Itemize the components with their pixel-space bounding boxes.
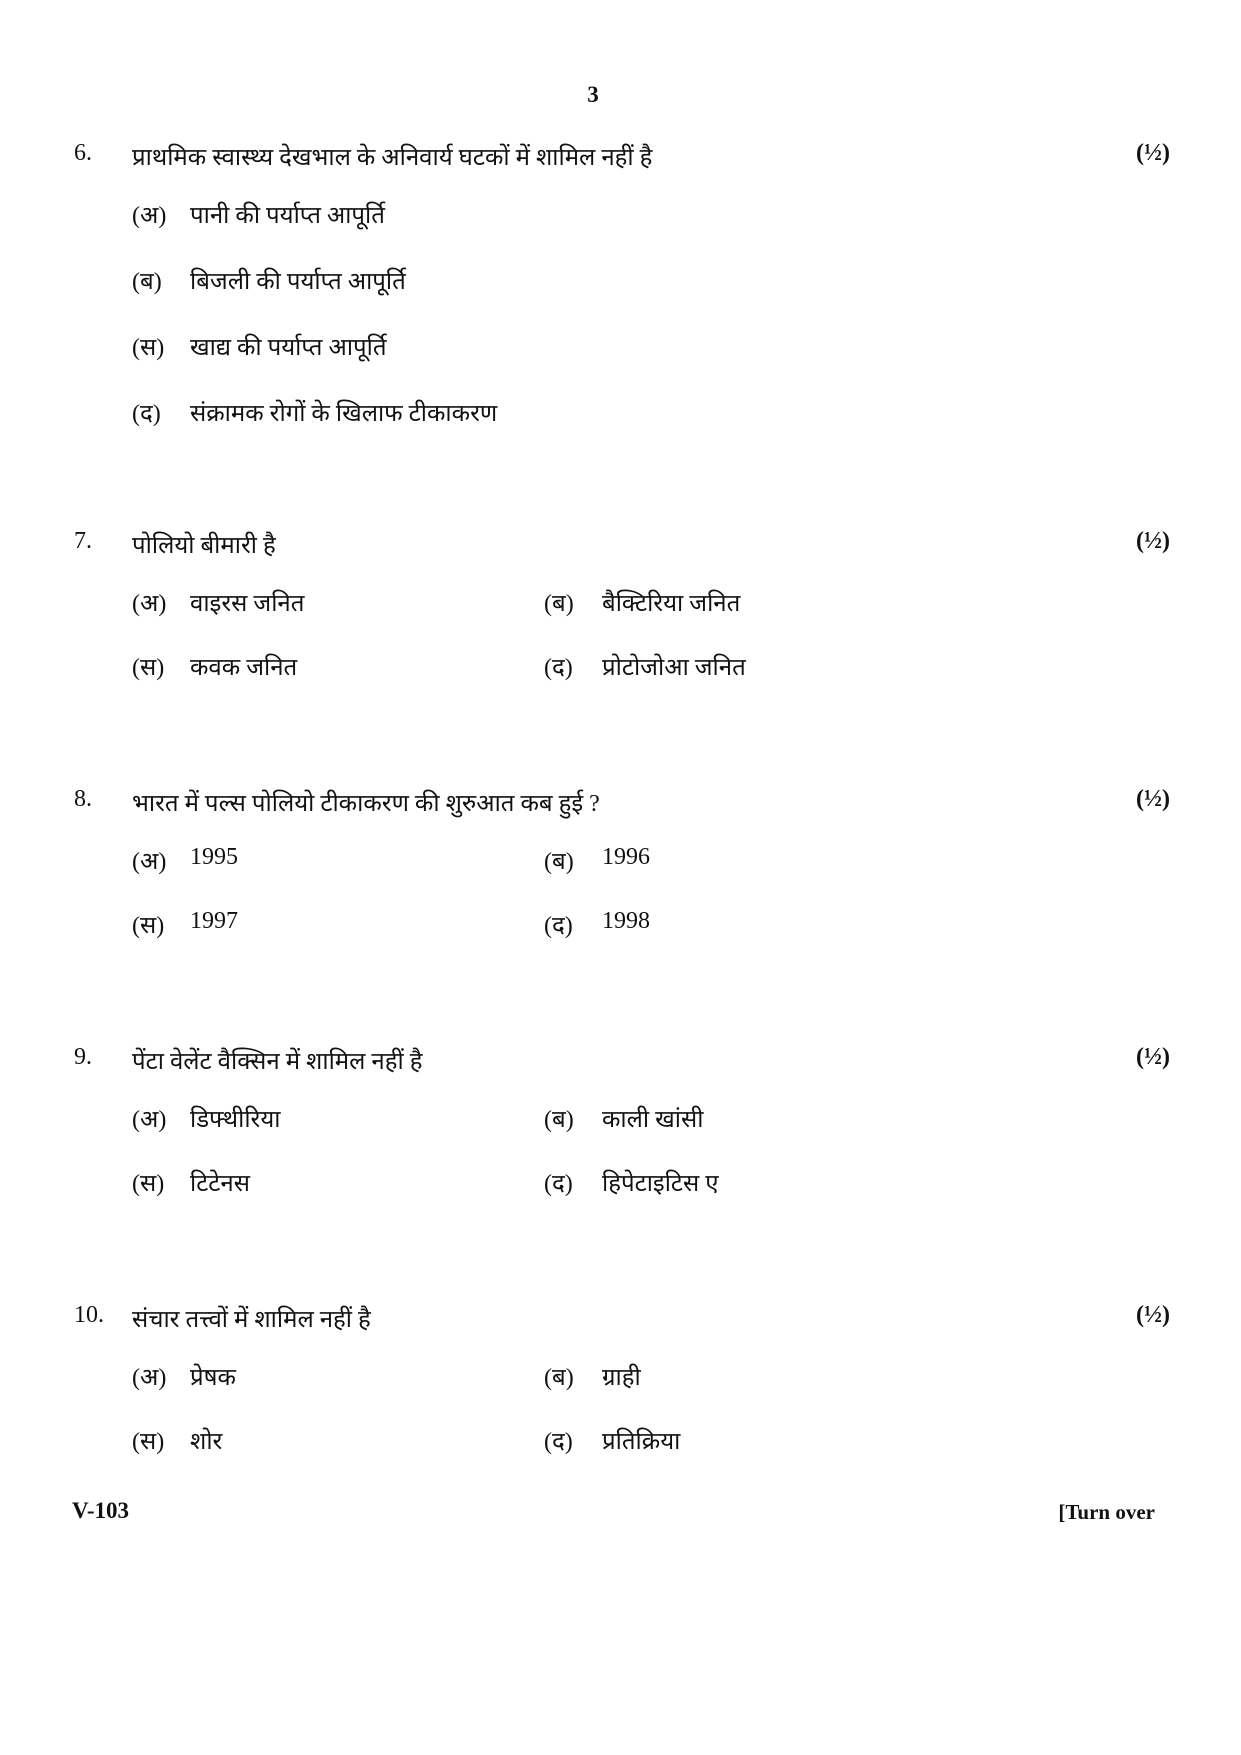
question-number: 8. [74, 786, 92, 812]
page-number: 3 [587, 82, 599, 107]
question-number: 6. [74, 140, 92, 166]
option-text: टिटेनस [190, 1171, 250, 1197]
option-letter: (ब) [544, 591, 574, 617]
question-6 [74, 140, 1170, 462]
option-letter: (स) [132, 1171, 165, 1197]
paper-code: V-103 [72, 1498, 130, 1523]
option-text: प्रोटोजोआ जनित [602, 655, 746, 681]
option-letter: (स) [132, 655, 165, 681]
option-letter: (द) [132, 401, 161, 427]
option-text: प्रतिक्रिया [602, 1429, 681, 1455]
question-header [74, 140, 1170, 180]
option-list [74, 198, 1170, 462]
question-text: पोलियो बीमारी है [132, 533, 276, 559]
option-text: संक्रामक रोगों के खिलाफ टीकाकरण [190, 401, 498, 427]
option-b [74, 264, 1170, 330]
option-grid [74, 586, 1170, 718]
option-letter: (द) [544, 913, 573, 939]
question-text: प्राथमिक स्वास्थ्य देखभाल के अनिवार्य घटकों में शामिल नहीं है [132, 145, 653, 171]
question-header [74, 1044, 1170, 1084]
option-letter: (स) [132, 335, 165, 361]
option-text: काली खांसी [602, 1107, 704, 1133]
option-text: ग्राही [602, 1365, 641, 1391]
question-marks: (½) [1136, 140, 1170, 166]
option-text: प्रेषक [190, 1365, 236, 1391]
question-header [74, 528, 1170, 568]
question-text: पेंटा वेलेंट वैक्सिन में शामिल नहीं है [132, 1049, 423, 1075]
option-letter: (द) [544, 655, 573, 681]
question-marks: (½) [1136, 528, 1170, 554]
option-text: शोर [190, 1429, 223, 1455]
option-letter: (अ) [132, 1107, 167, 1133]
option-c [74, 330, 1170, 396]
option-letter: (अ) [132, 849, 167, 875]
option-text: वाइरस जनित [190, 591, 305, 617]
question-header [74, 1302, 1170, 1342]
option-text: हिपेटाइटिस ए [602, 1171, 719, 1197]
option-text: खाद्य की पर्याप्त आपूर्ति [190, 335, 387, 361]
option-letter: (अ) [132, 1365, 167, 1391]
option-grid [74, 1102, 1170, 1234]
option-letter: (द) [544, 1429, 573, 1455]
option-text: डिफ्थीरिया [190, 1107, 281, 1133]
option-text: बैक्टिरिया जनित [602, 591, 741, 617]
question-number: 7. [74, 528, 92, 554]
option-letter: (ब) [544, 1365, 574, 1391]
question-marks: (½) [1136, 786, 1170, 812]
option-letter: (ब) [132, 269, 162, 295]
question-header [74, 786, 1170, 826]
option-letter: (अ) [132, 591, 167, 617]
option-grid [74, 1360, 1170, 1492]
option-d [74, 396, 1170, 462]
question-7 [74, 528, 1170, 718]
option-letter: (ब) [544, 849, 574, 875]
option-letter: (स) [132, 913, 165, 939]
question-9 [74, 1044, 1170, 1234]
question-marks: (½) [1136, 1302, 1170, 1328]
question-text: भारत में पल्स पोलियो टीकाकरण की शुरुआत कब हुई ? [132, 791, 600, 817]
turn-over-note: [Turn over [1058, 1500, 1155, 1524]
question-10 [74, 1302, 1170, 1492]
question-marks: (½) [1136, 1044, 1170, 1070]
option-letter: (ब) [544, 1107, 574, 1133]
question-8 [74, 786, 1170, 976]
option-letter: (अ) [132, 203, 167, 229]
option-text: पानी की पर्याप्त आपूर्ति [190, 203, 385, 229]
option-text: कवक जनित [190, 655, 298, 681]
option-letter: (स) [132, 1429, 165, 1455]
option-text: 1998 [602, 908, 650, 934]
question-number: 10. [74, 1302, 104, 1328]
question-text: संचार तत्त्वों में शामिल नहीं है [132, 1307, 371, 1333]
option-text: 1996 [602, 844, 650, 870]
option-letter: (द) [544, 1171, 573, 1197]
option-grid [74, 844, 1170, 976]
option-text: 1995 [190, 844, 238, 870]
option-text: बिजली की पर्याप्त आपूर्ति [190, 269, 406, 295]
option-a [74, 198, 1170, 264]
question-number: 9. [74, 1044, 92, 1070]
option-text: 1997 [190, 908, 238, 934]
